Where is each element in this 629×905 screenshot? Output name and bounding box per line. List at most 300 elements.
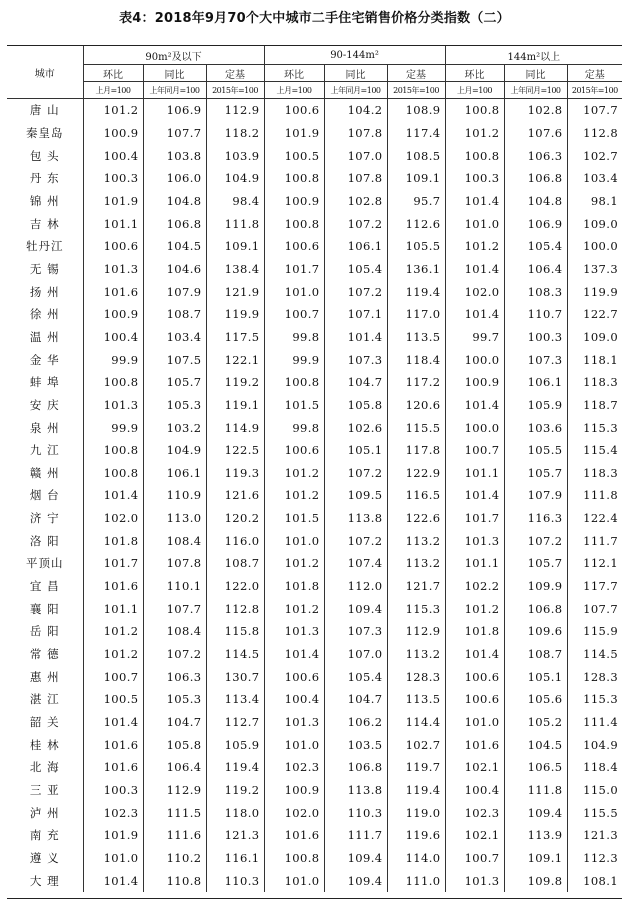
- index-value-cell: 100.6: [264, 439, 324, 462]
- index-value-cell: 104.7: [324, 371, 387, 394]
- index-value-cell: 105.8: [143, 733, 206, 756]
- index-value-cell: 104.8: [504, 190, 567, 213]
- index-value-cell: 113.2: [387, 529, 445, 552]
- index-value-cell: 108.7: [143, 303, 206, 326]
- index-value-cell: 98.4: [206, 190, 264, 213]
- index-value-cell: 101.0: [83, 847, 143, 870]
- index-value-cell: 106.4: [504, 258, 567, 281]
- index-value-cell: 100.6: [264, 99, 324, 122]
- index-value-cell: 105.4: [324, 258, 387, 281]
- index-value-cell: 106.1: [504, 371, 567, 394]
- index-value-cell: 107.8: [324, 167, 387, 190]
- index-value-cell: 108.4: [143, 620, 206, 643]
- city-cell: 烟 台: [7, 484, 83, 507]
- index-value-cell: 115.4: [567, 439, 622, 462]
- index-value-cell: 100.0: [567, 235, 622, 258]
- index-value-cell: 118.3: [567, 462, 622, 485]
- table-row: [7, 824, 622, 847]
- index-value-cell: 109.8: [504, 869, 567, 892]
- index-value-cell: 104.9: [143, 439, 206, 462]
- index-value-cell: 100.3: [445, 167, 504, 190]
- index-value-cell: 100.8: [83, 462, 143, 485]
- index-value-cell: 100.8: [264, 167, 324, 190]
- index-value-cell: 100.0: [445, 416, 504, 439]
- index-value-cell: 101.2: [83, 99, 143, 122]
- index-value-cell: 101.2: [264, 484, 324, 507]
- index-value-cell: 102.1: [445, 824, 504, 847]
- table-row: [7, 439, 622, 462]
- index-value-cell: 101.1: [83, 597, 143, 620]
- index-value-cell: 113.5: [387, 688, 445, 711]
- index-value-cell: 101.6: [83, 756, 143, 779]
- index-value-cell: 118.1: [567, 348, 622, 371]
- index-value-cell: 105.9: [206, 733, 264, 756]
- metric-header: 同比: [324, 65, 387, 82]
- index-value-cell: 109.0: [567, 212, 622, 235]
- city-cell: 常 德: [7, 643, 83, 666]
- table-row: [7, 575, 622, 598]
- index-value-cell: 99.9: [83, 348, 143, 371]
- index-value-cell: 121.6: [206, 484, 264, 507]
- index-value-cell: 105.7: [504, 462, 567, 485]
- index-value-cell: 101.4: [83, 869, 143, 892]
- table-bottom-rule: [7, 898, 622, 899]
- index-value-cell: 112.9: [206, 99, 264, 122]
- index-value-cell: 100.4: [83, 144, 143, 167]
- metric-header: 环比: [264, 65, 324, 82]
- index-value-cell: 105.3: [143, 394, 206, 417]
- table-row: [7, 212, 622, 235]
- base-header: 上年同月=100: [504, 82, 567, 99]
- index-value-cell: 109.4: [324, 847, 387, 870]
- city-cell: 大 理: [7, 869, 83, 892]
- index-value-cell: 102.8: [324, 190, 387, 213]
- index-value-cell: 100.8: [264, 847, 324, 870]
- index-value-cell: 102.0: [264, 801, 324, 824]
- index-value-cell: 109.4: [504, 801, 567, 824]
- index-value-cell: 117.0: [387, 303, 445, 326]
- city-cell: 唐 山: [7, 99, 83, 122]
- index-value-cell: 105.4: [504, 235, 567, 258]
- index-value-cell: 106.0: [143, 167, 206, 190]
- index-value-cell: 107.2: [324, 462, 387, 485]
- index-value-cell: 101.1: [445, 462, 504, 485]
- index-value-cell: 101.4: [83, 484, 143, 507]
- index-value-cell: 101.3: [264, 620, 324, 643]
- index-value-cell: 100.6: [264, 665, 324, 688]
- index-value-cell: 113.0: [143, 507, 206, 530]
- table-header: [7, 46, 622, 99]
- index-value-cell: 108.4: [143, 529, 206, 552]
- metric-header: 同比: [504, 65, 567, 82]
- index-value-cell: 100.8: [83, 439, 143, 462]
- index-value-cell: 101.4: [445, 643, 504, 666]
- index-value-cell: 107.2: [324, 529, 387, 552]
- index-value-cell: 106.1: [324, 235, 387, 258]
- index-value-cell: 100.6: [445, 665, 504, 688]
- index-value-cell: 101.4: [445, 258, 504, 281]
- index-value-cell: 110.1: [143, 575, 206, 598]
- index-value-cell: 122.6: [387, 507, 445, 530]
- table-row: [7, 597, 622, 620]
- index-value-cell: 108.7: [504, 643, 567, 666]
- city-cell: 岳 阳: [7, 620, 83, 643]
- index-value-cell: 105.6: [504, 688, 567, 711]
- table-row: [7, 144, 622, 167]
- index-value-cell: 113.2: [387, 552, 445, 575]
- index-value-cell: 100.4: [264, 688, 324, 711]
- index-value-cell: 100.8: [83, 371, 143, 394]
- index-value-cell: 106.4: [143, 756, 206, 779]
- index-value-cell: 100.9: [83, 122, 143, 145]
- metric-header: 定基: [567, 65, 622, 82]
- index-value-cell: 116.5: [387, 484, 445, 507]
- index-value-cell: 101.8: [264, 575, 324, 598]
- table-row: [7, 280, 622, 303]
- index-value-cell: 101.4: [83, 711, 143, 734]
- city-cell: 泸 州: [7, 801, 83, 824]
- index-value-cell: 101.1: [445, 552, 504, 575]
- metric-header: 同比: [143, 65, 206, 82]
- index-value-cell: 100.7: [264, 303, 324, 326]
- index-value-cell: 100.0: [445, 348, 504, 371]
- index-value-cell: 101.0: [264, 869, 324, 892]
- index-value-cell: 101.0: [445, 212, 504, 235]
- index-value-cell: 101.6: [83, 733, 143, 756]
- index-value-cell: 122.0: [206, 575, 264, 598]
- city-cell: 遵 义: [7, 847, 83, 870]
- index-value-cell: 101.9: [83, 190, 143, 213]
- index-value-cell: 106.8: [143, 212, 206, 235]
- index-value-cell: 100.4: [445, 779, 504, 802]
- base-header: 上月=100: [83, 82, 143, 99]
- index-value-cell: 99.8: [264, 416, 324, 439]
- index-value-cell: 118.0: [206, 801, 264, 824]
- index-value-cell: 130.7: [206, 665, 264, 688]
- index-value-cell: 103.6: [504, 416, 567, 439]
- index-value-cell: 101.5: [264, 507, 324, 530]
- table-row: [7, 484, 622, 507]
- table-row: [7, 688, 622, 711]
- index-value-cell: 108.5: [387, 144, 445, 167]
- index-value-cell: 106.2: [324, 711, 387, 734]
- index-value-cell: 101.2: [445, 122, 504, 145]
- table-row: [7, 552, 622, 575]
- index-value-cell: 107.8: [143, 552, 206, 575]
- city-cell: 牡丹江: [7, 235, 83, 258]
- index-value-cell: 115.9: [567, 620, 622, 643]
- index-value-cell: 113.9: [504, 824, 567, 847]
- index-value-cell: 105.5: [504, 439, 567, 462]
- index-value-cell: 105.7: [504, 552, 567, 575]
- index-value-cell: 105.4: [324, 665, 387, 688]
- group-header-small: 90m²及以下: [83, 46, 264, 65]
- index-value-cell: 119.2: [206, 371, 264, 394]
- city-cell: 湛 江: [7, 688, 83, 711]
- base-header: 上年同月=100: [143, 82, 206, 99]
- index-value-cell: 107.4: [324, 552, 387, 575]
- table-row: [7, 371, 622, 394]
- base-header: 上年同月=100: [324, 82, 387, 99]
- price-index-table: [7, 46, 622, 892]
- index-value-cell: 112.7: [206, 711, 264, 734]
- index-value-cell: 138.4: [206, 258, 264, 281]
- index-value-cell: 105.1: [324, 439, 387, 462]
- city-cell: 温 州: [7, 326, 83, 349]
- index-value-cell: 107.7: [143, 597, 206, 620]
- table-row: [7, 394, 622, 417]
- index-value-cell: 100.9: [83, 303, 143, 326]
- index-value-cell: 101.7: [264, 258, 324, 281]
- table-row: [7, 779, 622, 802]
- index-value-cell: 100.6: [445, 688, 504, 711]
- index-value-cell: 102.1: [445, 756, 504, 779]
- index-value-cell: 106.8: [504, 597, 567, 620]
- city-cell: 南 充: [7, 824, 83, 847]
- index-value-cell: 110.3: [206, 869, 264, 892]
- index-value-cell: 100.7: [83, 665, 143, 688]
- table-row: [7, 190, 622, 213]
- index-value-cell: 121.3: [206, 824, 264, 847]
- index-value-cell: 107.2: [143, 643, 206, 666]
- index-value-cell: 107.1: [324, 303, 387, 326]
- index-value-cell: 101.0: [264, 733, 324, 756]
- index-value-cell: 107.8: [324, 122, 387, 145]
- index-value-cell: 101.2: [83, 620, 143, 643]
- index-value-cell: 106.5: [504, 756, 567, 779]
- metric-header-row: [7, 65, 622, 82]
- index-value-cell: 100.3: [504, 326, 567, 349]
- index-value-cell: 100.7: [445, 439, 504, 462]
- index-value-cell: 101.6: [83, 575, 143, 598]
- index-value-cell: 100.8: [445, 144, 504, 167]
- table-row: [7, 620, 622, 643]
- index-value-cell: 107.2: [324, 212, 387, 235]
- base-header: 上月=100: [264, 82, 324, 99]
- index-value-cell: 102.7: [387, 733, 445, 756]
- city-cell: 丹 东: [7, 167, 83, 190]
- table-row: [7, 529, 622, 552]
- index-value-cell: 119.2: [206, 779, 264, 802]
- index-value-cell: 107.0: [324, 144, 387, 167]
- index-value-cell: 111.8: [567, 484, 622, 507]
- index-value-cell: 121.7: [387, 575, 445, 598]
- index-value-cell: 112.8: [567, 122, 622, 145]
- index-value-cell: 101.4: [445, 484, 504, 507]
- city-cell: 安 庆: [7, 394, 83, 417]
- index-value-cell: 119.4: [206, 756, 264, 779]
- index-value-cell: 119.3: [206, 462, 264, 485]
- index-value-cell: 119.4: [387, 779, 445, 802]
- index-value-cell: 136.1: [387, 258, 445, 281]
- index-value-cell: 101.1: [83, 212, 143, 235]
- table-row: [7, 99, 622, 122]
- index-value-cell: 106.8: [504, 167, 567, 190]
- index-value-cell: 107.7: [567, 597, 622, 620]
- metric-header: 环比: [83, 65, 143, 82]
- index-value-cell: 104.2: [324, 99, 387, 122]
- index-value-cell: 106.1: [143, 462, 206, 485]
- index-value-cell: 102.6: [324, 416, 387, 439]
- index-value-cell: 117.7: [567, 575, 622, 598]
- index-value-cell: 110.8: [143, 869, 206, 892]
- index-value-cell: 102.3: [264, 756, 324, 779]
- index-value-cell: 119.6: [387, 824, 445, 847]
- index-value-cell: 104.9: [567, 733, 622, 756]
- index-value-cell: 101.5: [264, 394, 324, 417]
- index-value-cell: 108.9: [387, 99, 445, 122]
- city-cell: 扬 州: [7, 280, 83, 303]
- index-value-cell: 113.8: [324, 507, 387, 530]
- table-row: [7, 869, 622, 892]
- index-value-cell: 115.0: [567, 779, 622, 802]
- index-value-cell: 112.0: [324, 575, 387, 598]
- index-value-cell: 104.7: [143, 711, 206, 734]
- table-row: [7, 348, 622, 371]
- index-value-cell: 128.3: [567, 665, 622, 688]
- table-row: [7, 235, 622, 258]
- index-value-cell: 109.5: [324, 484, 387, 507]
- table-row: [7, 665, 622, 688]
- table-row: [7, 167, 622, 190]
- index-value-cell: 118.3: [567, 371, 622, 394]
- index-value-cell: 107.7: [567, 99, 622, 122]
- index-value-cell: 117.4: [387, 122, 445, 145]
- table-row: [7, 303, 622, 326]
- index-value-cell: 109.9: [504, 575, 567, 598]
- index-value-cell: 105.3: [143, 688, 206, 711]
- city-cell: 惠 州: [7, 665, 83, 688]
- index-value-cell: 119.7: [387, 756, 445, 779]
- index-value-cell: 112.1: [567, 552, 622, 575]
- index-value-cell: 99.9: [264, 348, 324, 371]
- index-value-cell: 112.9: [143, 779, 206, 802]
- index-value-cell: 121.3: [567, 824, 622, 847]
- index-value-cell: 107.9: [143, 280, 206, 303]
- index-value-cell: 95.7: [387, 190, 445, 213]
- metric-header: 定基: [387, 65, 445, 82]
- index-value-cell: 107.3: [324, 620, 387, 643]
- city-cell: 韶 关: [7, 711, 83, 734]
- index-value-cell: 101.4: [445, 303, 504, 326]
- table-row: [7, 756, 622, 779]
- index-value-cell: 106.9: [143, 99, 206, 122]
- table-row: [7, 462, 622, 485]
- index-value-cell: 116.0: [206, 529, 264, 552]
- index-value-cell: 101.6: [264, 824, 324, 847]
- index-value-cell: 106.3: [143, 665, 206, 688]
- index-value-cell: 104.6: [143, 258, 206, 281]
- city-column-header: 城市: [7, 46, 83, 99]
- index-value-cell: 122.7: [567, 303, 622, 326]
- index-value-cell: 101.2: [264, 552, 324, 575]
- index-value-cell: 101.4: [445, 190, 504, 213]
- index-value-cell: 103.4: [567, 167, 622, 190]
- table-row: [7, 326, 622, 349]
- base-header: 2015年=100: [387, 82, 445, 99]
- index-value-cell: 100.3: [83, 779, 143, 802]
- city-cell: 宜 昌: [7, 575, 83, 598]
- base-header: 2015年=100: [567, 82, 622, 99]
- index-value-cell: 111.8: [206, 212, 264, 235]
- index-value-cell: 100.5: [83, 688, 143, 711]
- index-value-cell: 122.9: [387, 462, 445, 485]
- index-value-cell: 111.4: [567, 711, 622, 734]
- index-value-cell: 101.2: [445, 597, 504, 620]
- index-value-cell: 108.1: [567, 869, 622, 892]
- index-value-cell: 101.7: [83, 552, 143, 575]
- index-value-cell: 106.8: [324, 756, 387, 779]
- index-value-cell: 101.9: [83, 824, 143, 847]
- index-value-cell: 117.8: [387, 439, 445, 462]
- index-value-cell: 107.7: [143, 122, 206, 145]
- index-value-cell: 110.9: [143, 484, 206, 507]
- index-value-cell: 101.2: [264, 462, 324, 485]
- index-value-cell: 102.3: [445, 801, 504, 824]
- index-value-cell: 111.7: [567, 529, 622, 552]
- index-value-cell: 118.2: [206, 122, 264, 145]
- index-value-cell: 109.4: [324, 597, 387, 620]
- index-value-cell: 113.2: [387, 643, 445, 666]
- table-title: 表4：2018年9月70个大中城市二手住宅销售价格分类指数（二）: [119, 11, 510, 26]
- index-value-cell: 112.8: [206, 597, 264, 620]
- index-value-cell: 103.9: [206, 144, 264, 167]
- index-value-cell: 98.1: [567, 190, 622, 213]
- index-value-cell: 105.5: [387, 235, 445, 258]
- index-value-cell: 101.4: [264, 643, 324, 666]
- table-row: [7, 122, 622, 145]
- city-cell: 秦皇岛: [7, 122, 83, 145]
- index-value-cell: 104.7: [324, 688, 387, 711]
- index-value-cell: 102.2: [445, 575, 504, 598]
- index-value-cell: 115.3: [567, 688, 622, 711]
- index-value-cell: 119.4: [387, 280, 445, 303]
- index-value-cell: 100.6: [264, 235, 324, 258]
- index-value-cell: 114.5: [567, 643, 622, 666]
- index-value-cell: 102.8: [504, 99, 567, 122]
- index-value-cell: 105.1: [504, 665, 567, 688]
- city-cell: 金 华: [7, 348, 83, 371]
- city-cell: 洛 阳: [7, 529, 83, 552]
- table-body: [7, 99, 622, 892]
- city-cell: 平顶山: [7, 552, 83, 575]
- city-cell: 包 头: [7, 144, 83, 167]
- city-cell: 北 海: [7, 756, 83, 779]
- index-value-cell: 117.5: [206, 326, 264, 349]
- index-value-cell: 109.4: [324, 869, 387, 892]
- city-cell: 蚌 埠: [7, 371, 83, 394]
- index-value-cell: 100.8: [264, 212, 324, 235]
- table-row: [7, 416, 622, 439]
- index-value-cell: 119.9: [567, 280, 622, 303]
- index-value-cell: 101.9: [264, 122, 324, 145]
- index-value-cell: 115.5: [567, 801, 622, 824]
- index-value-cell: 111.8: [504, 779, 567, 802]
- base-header: 2015年=100: [206, 82, 264, 99]
- index-value-cell: 114.4: [387, 711, 445, 734]
- index-value-cell: 111.7: [324, 824, 387, 847]
- city-cell: 三 亚: [7, 779, 83, 802]
- index-value-cell: 101.4: [324, 326, 387, 349]
- index-value-cell: 114.0: [387, 847, 445, 870]
- index-value-cell: 109.1: [387, 167, 445, 190]
- index-value-cell: 119.1: [206, 394, 264, 417]
- index-value-cell: 101.0: [445, 711, 504, 734]
- index-value-cell: 105.9: [504, 394, 567, 417]
- index-value-cell: 104.5: [143, 235, 206, 258]
- index-value-cell: 107.9: [504, 484, 567, 507]
- metric-header: 定基: [206, 65, 264, 82]
